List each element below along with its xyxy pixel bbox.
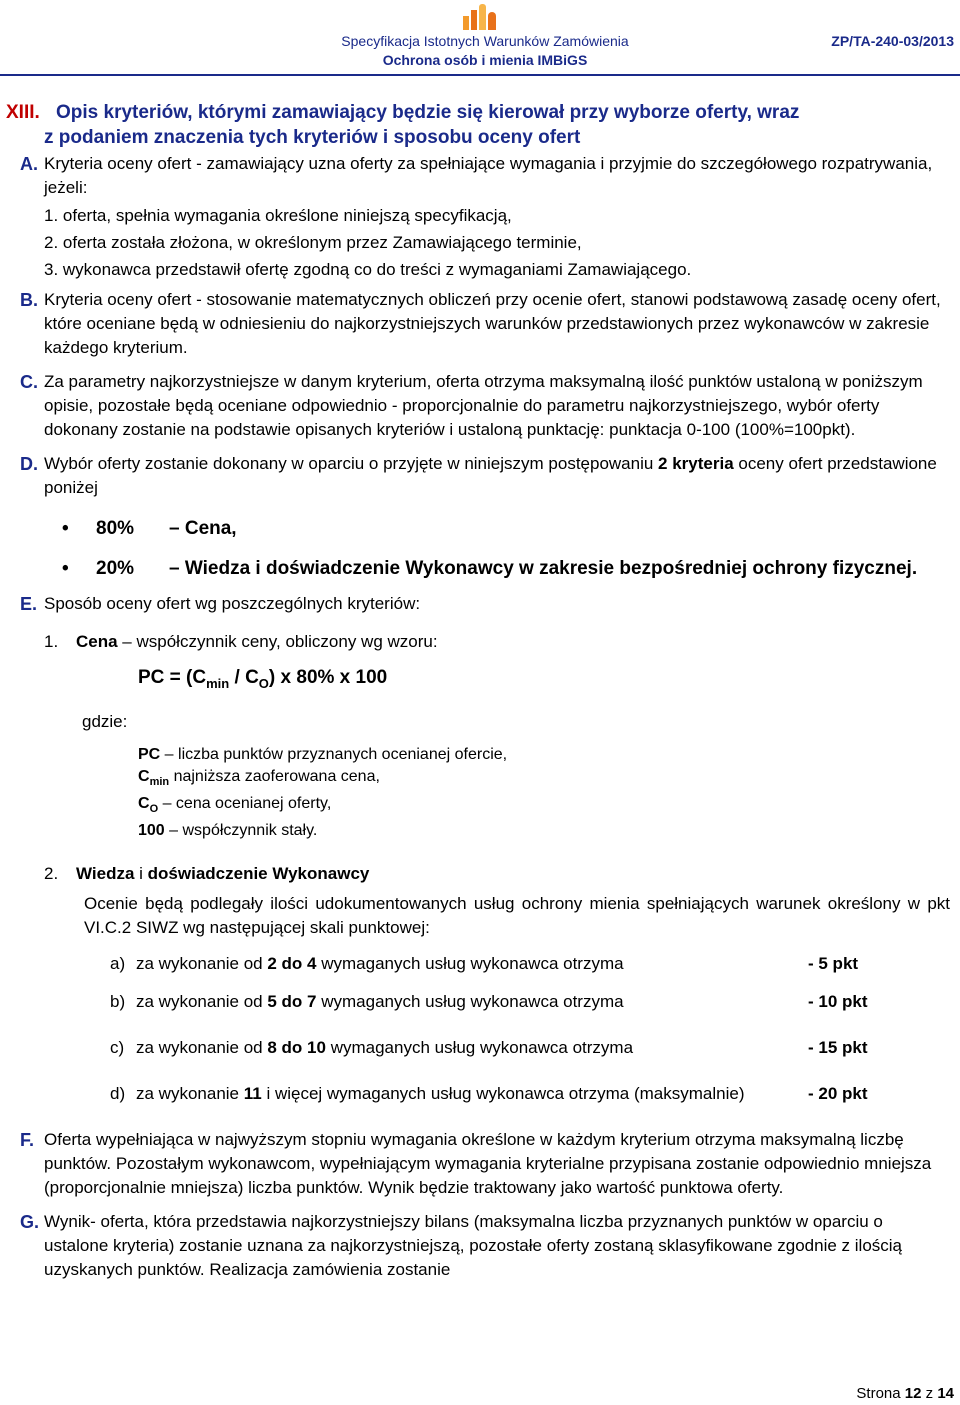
paragraph-letter: A. <box>20 154 38 174</box>
criteria-list <box>0 516 960 582</box>
paragraph-a <box>0 152 960 200</box>
price-formula <box>138 666 960 696</box>
definition-text: – liczba punktów przyznanych ocenianej ofercie, <box>160 745 508 763</box>
definition-text: – cena ocenianej oferty, <box>158 794 332 812</box>
paragraph-text: Kryteria oceny ofert - zamawiający uzna oferty za spełniające wymagania i przyjmie do szczegółowego rozpatrywania, jeżeli: <box>44 154 933 197</box>
definition-text: – współczynnik stały. <box>164 822 318 840</box>
scale-text: wymaganych usług wykonawca otrzyma <box>316 992 624 1012</box>
definition-row <box>138 820 960 842</box>
header-title: Specyfikacja Istotnych Warunków Zamówienia <box>341 33 629 49</box>
where-label: gdzie: <box>82 711 128 731</box>
section-number: XIII. <box>6 102 40 123</box>
definition-symbol: C <box>138 794 150 812</box>
bullet-icon: • <box>62 518 69 539</box>
scale-text: wymaganych usług wykonawca otrzyma <box>316 954 624 974</box>
paragraph-text: Wynik- oferta, która przedstawia najkorzystniejszy bilans (maksymalna liczba przyznanych punktów w oparciu o ustalone kryteria) zostanie uznana za najkorzystniejszą, pozostałe oferty zostaną sklasyfikowane zgodnie z ilością uzyskanych punktów. Realizacja zamówienia zostanie <box>44 1212 903 1280</box>
paragraph-letter: C. <box>20 372 38 392</box>
paragraph-c <box>0 370 960 442</box>
criterion-percent: 20% <box>96 558 135 579</box>
conditions-list <box>0 204 960 282</box>
paragraph-letter: E. <box>20 594 38 614</box>
scale-range: 5 do 7 <box>267 992 317 1012</box>
scale-label: a) <box>110 954 126 974</box>
paragraph-g <box>0 1210 960 1282</box>
scale-text: za wykonanie od <box>136 954 268 974</box>
scale-points: - 5 pkt <box>808 954 859 974</box>
scale-text: i więcej wymaganych usług wykonawca otrzyma (maksymalnie) <box>261 1084 745 1104</box>
formula-subscript: min <box>206 675 230 691</box>
scale-text: za wykonanie <box>136 1084 244 1104</box>
paragraph-text-end: oceny ofert przedstawione poniżej <box>44 454 937 497</box>
paragraph-d <box>0 452 960 500</box>
page-label: Strona <box>856 1385 901 1402</box>
scale-points: - 15 pkt <box>808 1038 868 1058</box>
item-number: 2. <box>44 864 59 884</box>
paragraph-text: Oferta wypełniająca w najwyższym stopniu wymagania określone w każdym kryterium otrzyma maksymalną liczbę punktów. Pozostałym wykonawcom, wypełniającym wymagania kryterialne przypisana zostanie odpowiednio mniejsza (proporcjonalnie mniejsza) liczba punktów. Wynik będzie traktowany jako wartość punktowa oferty. <box>44 1130 932 1198</box>
criterion-price <box>0 516 960 542</box>
formula-part: / C <box>229 667 259 688</box>
formula-part: PC = (C <box>138 667 207 688</box>
definition-symbol: 100 <box>138 822 165 840</box>
definition-row <box>138 744 960 766</box>
scale-text: wymaganych usług wykonawca otrzyma <box>325 1038 634 1058</box>
scale-text: za wykonanie od <box>136 1038 268 1058</box>
current-page: 12 <box>904 1385 922 1402</box>
criterion-1-heading <box>0 630 960 654</box>
section-title <box>6 100 960 150</box>
paragraph-text: Sposób oceny ofert wg poszczególnych kryteriów: <box>44 594 421 613</box>
scale-label: b) <box>110 992 126 1012</box>
paragraph-letter: F. <box>20 1130 35 1151</box>
bullet-icon: • <box>62 558 69 579</box>
paragraph-e <box>0 592 960 616</box>
imbigs-logo-icon <box>463 4 497 30</box>
scale-row <box>0 990 868 1014</box>
list-item: 3. wykonawca przedstawił ofertę zgodną co do treści z wymaganiami Zamawiającego. <box>44 260 692 279</box>
paragraph-b <box>0 288 960 360</box>
paragraph-f <box>0 1128 960 1200</box>
formula-definitions <box>0 744 960 842</box>
scale-text: za wykonanie od <box>136 992 268 1012</box>
scale-range: 8 do 10 <box>267 1038 326 1058</box>
header-divider <box>0 74 960 76</box>
item-number: 1. <box>44 632 59 651</box>
definition-subscript: min <box>149 775 170 788</box>
paragraph-letter: B. <box>20 290 38 310</box>
scale-points: - 10 pkt <box>808 992 868 1012</box>
header-reference: ZP/TA-240-03/2013 <box>831 33 954 49</box>
total-pages: 14 <box>937 1385 954 1402</box>
definition-symbol: PC <box>138 745 161 763</box>
page-separator: z <box>925 1385 934 1402</box>
criterion-2-description: Ocenie będą podlegały ilości udokumentowanych usług ochrony mienia spełniających warunek określony w pkt VI.C.2 SIWZ wg następującej skali punktowej: <box>84 894 950 938</box>
criterion-experience <box>0 556 960 582</box>
list-item: 1. oferta, spełnia wymagania określone niniejszą specyfikacją, <box>44 206 512 225</box>
definition-row <box>138 793 960 820</box>
formula-part: ) x 80% x 100 <box>268 667 388 688</box>
header-subtitle: Ochrona osób i mienia IMBiGS <box>382 52 588 68</box>
criterion-label: – Wiedza i doświadczenie Wykonawcy w zakresie bezpośredniej ochrony fizycznej. <box>169 558 918 579</box>
list-item: 2. oferta została złożona, w określonym przez Zamawiającego terminie, <box>44 233 582 252</box>
scale-label: d) <box>110 1084 126 1104</box>
scale-label: c) <box>110 1038 125 1058</box>
item-title: Wiedza <box>76 864 135 884</box>
page-header <box>0 0 960 80</box>
criteria-count: 2 kryteria <box>658 454 734 473</box>
item-title: Cena <box>76 632 118 651</box>
definition-symbol: C <box>138 767 150 785</box>
scale-row <box>0 1036 868 1060</box>
scale-range: 11 <box>243 1084 262 1104</box>
section-title-line2: z podaniem znaczenia tych kryteriów i sposobu oceny ofert <box>44 127 581 148</box>
definition-text: najniższa zaoferowana cena, <box>169 767 380 785</box>
points-scale <box>0 952 960 1106</box>
item-text: i <box>134 864 148 884</box>
definition-row <box>138 766 960 793</box>
criterion-label: – Cena, <box>169 518 237 539</box>
paragraph-text: Za parametry najkorzystniejsze w danym kryterium, oferta otrzyma maksymalną ilość punktów ustaloną w poniższym opisie, pozostałe będą oceniane odpowiednio - proporcjonalnie do parametru najkorzystniejszego, wybór oferty dokonany zostanie na podstawie opisanych kryteriów i ustaloną punktację: punktacja 0-100 (100%=100pkt). <box>44 372 923 439</box>
definition-subscript: O <box>149 803 159 816</box>
paragraph-letter: G. <box>20 1212 40 1233</box>
paragraph-text: Wybór oferty zostanie dokonany w oparciu o przyjęte w niniejszym postępowaniu <box>44 454 659 473</box>
paragraph-letter: D. <box>20 454 38 474</box>
scale-row <box>0 1082 868 1106</box>
page-number <box>856 1385 954 1402</box>
item-text: – współczynnik ceny, obliczony wg wzoru: <box>117 632 438 651</box>
scale-range: 2 do 4 <box>267 954 317 974</box>
scale-points: - 20 pkt <box>808 1084 868 1104</box>
formula-subscript: O <box>258 675 269 691</box>
scale-row <box>0 952 859 976</box>
criterion-2-heading <box>0 862 960 886</box>
item-title-2: doświadczenie Wykonawcy <box>147 864 370 884</box>
criterion-percent: 80% <box>96 518 135 539</box>
document-body <box>0 100 960 1282</box>
section-title-line1: Opis kryteriów, którymi zamawiający będzie się kierował przy wyborze oferty, wraz <box>56 102 800 123</box>
paragraph-text: Kryteria oceny ofert - stosowanie matematycznych obliczeń przy ocenie ofert, stanowi podstawową zasadę oceny ofert, które oceniane będą w odniesieniu do najkorzystniejszych warunków przedstawionych przez wykonawców w zakresie każdego kryterium. <box>44 290 941 357</box>
